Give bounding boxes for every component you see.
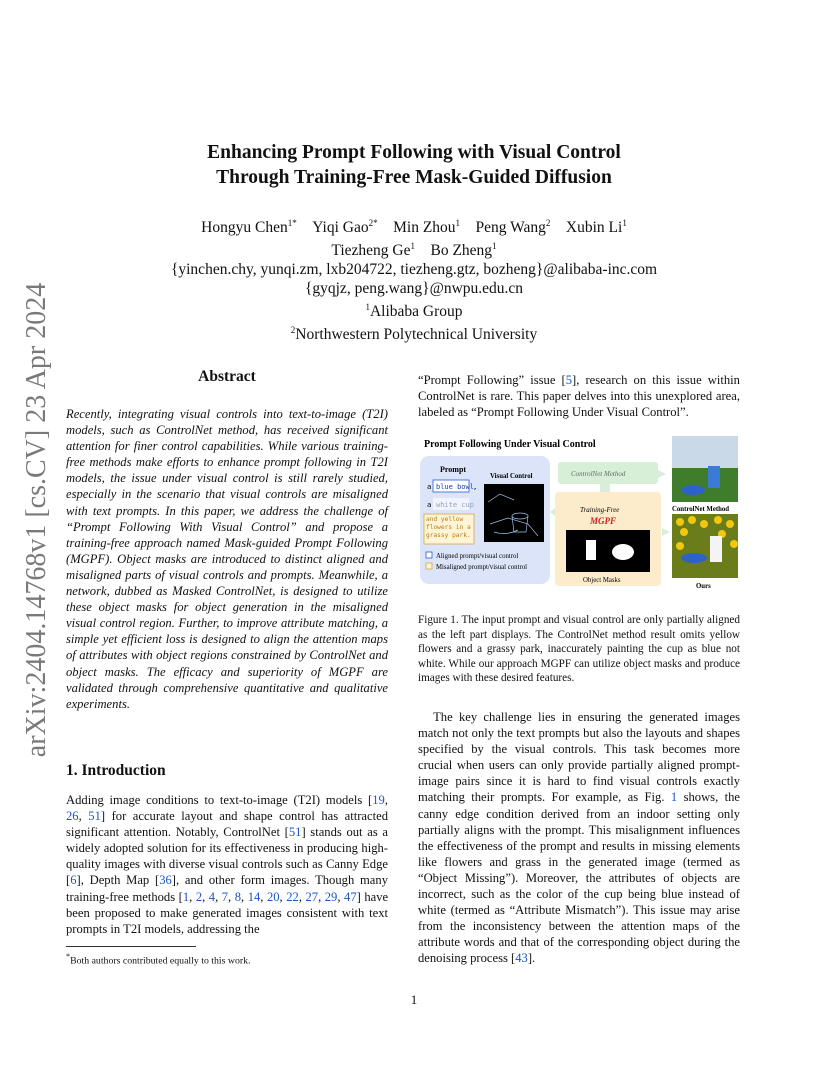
arxiv-stamp-text: arXiv:2404.14768v1 [cs.CV] 23 Apr 2024 (21, 282, 52, 758)
affiliation-1: $^1$Alibaba Group (365, 302, 463, 321)
blue-cup (708, 466, 720, 488)
citation-link[interactable]: 26 (66, 809, 79, 824)
prompt-label: Prompt (440, 465, 467, 474)
citation-link[interactable]: 22 (286, 889, 299, 904)
intro-paragraph: Adding image conditions to text-to-image (T2I) models [19, 26, 51] for accurate layout and shape control has attracted significant attention. Notably, ControlNet [51] stands out as a widely adopted solution for its effectiveness in producing high-quality images with diverse visual controls such as Canny Edge [6], Depth Map [36], and other form images. Though many training-free methods [1, 2, 4, 7, 8, 14, 20, 22, 27, 29, 47] have been proposed to make generated images consistent with text prompts in T2I models, addressing the (66, 793, 389, 936)
citation-link[interactable]: 47 (344, 889, 357, 904)
mgpf-result-label: Ours (696, 583, 711, 590)
author-name: Hongyu Chen$^{1*}$ (201, 218, 297, 237)
bowl-mask (612, 544, 634, 560)
prompt-a-1: a (427, 482, 432, 491)
emails-2: {gyqjz, peng.wang}@nwpu.edu.cn (304, 280, 524, 298)
right-column-top-paragraph: “Prompt Following” issue [5], research on this issue within ControlNet is rare. This paper delves into this unexplored area, labeled as “Prompt Following Under Visual Control”. (418, 373, 740, 420)
emails-1: {yinchen.chy, yunqi.zm, lxb204722, tiezheng.gtz, bozheng}@alibaba-inc.com (170, 261, 658, 279)
figure-title: Prompt Following Under Visual Control (424, 439, 596, 450)
title-line-1: Enhancing Prompt Following with Visual Control (207, 142, 621, 163)
citation-link[interactable]: 27 (305, 889, 319, 904)
prompt-white-cup: white cup (436, 501, 474, 509)
author-name: Bo Zheng$^1$ (430, 241, 497, 260)
prompt-a-2: a (427, 500, 432, 509)
prompt-flowers: and yellow flowers in a grassy park. (426, 516, 471, 539)
author-name: Xubin Li$^1$ (565, 218, 627, 237)
author-line-2 (100, 237, 728, 260)
legend-misaligned-swatch (426, 563, 432, 569)
footnote: *Both authors contributed equally to this work. (66, 952, 251, 967)
author-name: Yiqi Gao$^{2*}$ (312, 218, 378, 237)
cup-mask (586, 540, 596, 560)
object-masks-label: Object Masks (583, 577, 621, 584)
right-column-body: The key challenge lies in ensuring the generated images match not only the text prompts but also the layouts and shapes specified by the visual controls. This task becomes more crucial when users can only provide partially aligned prompt-image pairs since it is hard to find visual controls exactly matching their prompts. For example, as Fig. 1 shows, the canny edge condition derived from an indoor setting only partially aligns with the prompt. This misalignment influences the effectiveness of the prompt and results in missing elements like flowers and grass in the generated image (termed as “Object Missing”). Moreover, the attributes of objects are incorrect, such as the color of the cup being blue instead of white (termed as “Attribute Mismatch”). This issue may arise from the inconsistency between the attention maps of the attribute words and that of the corresponding object during the denoising process [43]. (418, 710, 741, 966)
blue-bowl (681, 485, 705, 495)
legend-misaligned: Misaligned prompt/visual control (436, 564, 527, 571)
citation-link[interactable]: 8 (234, 889, 242, 904)
arxiv-stamp (22, 280, 52, 760)
citation-link[interactable]: 43 (515, 951, 528, 966)
intro-heading: 1. Introduction (66, 762, 166, 779)
abstract-heading: Abstract (198, 368, 256, 385)
controlnet-result-label: ControlNet Method (672, 506, 730, 513)
citation-link[interactable]: 4 (208, 889, 216, 904)
author-name: Peng Wang$^2$ (475, 218, 551, 237)
citation-link[interactable]: 36 (159, 873, 172, 888)
title-line-2: Through Training-Free Mask-Guided Diffusion (216, 167, 612, 188)
prompt-blue-bowl: blue bowl (436, 483, 474, 491)
figure-caption: Figure 1. The input prompt and visual control are only partially aligned as the left part displays. The ControlNet method result omits yellow flowers and a grassy park, inaccurately painting the cup as blue not white. While our approach MGPF can utilize object masks and produce images with these desired features. (418, 614, 740, 685)
visual-control-label: Visual Control (490, 473, 533, 480)
mgpf-blue-bowl (681, 553, 707, 563)
page-number: 1 (410, 992, 418, 1007)
prompt-comma: , (473, 482, 478, 491)
citation-link[interactable]: 19 (372, 793, 385, 807)
footnote-rule (66, 946, 196, 947)
citation-link[interactable]: 20 (266, 889, 280, 904)
author-line-1 (100, 214, 728, 237)
training-free-label: Training-Free (580, 506, 620, 514)
author-name: Tiezheng Ge$^1$ (331, 241, 415, 260)
citation-link[interactable]: 29 (324, 889, 338, 904)
citation-link[interactable]: 5 (565, 373, 573, 387)
legend-aligned-swatch (426, 552, 432, 558)
citation-link[interactable]: 6 (70, 873, 77, 888)
abstract-text: Recently, integrating visual controls into text-to-image (T2I) models, such as ControlNet method, has received significant attention for finer control capabilities. While various training-free methods make efforts to enhance prompt following in T2I models, the issue under visual control is still rarely studied, especially in the scenario that visual controls are misaligned with text prompts. In this paper, we address the challenge of “Prompt Following With Visual Control” and propose a training-free approach named Mask-guided Prompt Following (MGPF). Object masks are introduced to distinct aligned and misaligned parts of visual controls and prompts. Meanwhile, a network, dubbed as Masked ControlNet, is designed to utilize these object masks for object generation in the misaligned visual control region. Further, to improve attribute matching, a simple yet efficient loss is designed to align the attention maps of attributes with object regions constrained by ControlNet and object masks. The efficacy and superiority of MGPF are validated through comprehensive quantitative and qualitative experiments. (66, 407, 388, 711)
citation-link[interactable]: 1 (670, 790, 678, 805)
figure-1 (418, 432, 740, 590)
citation-link[interactable]: 1 (182, 889, 190, 904)
white-cup (710, 536, 722, 562)
citation-link[interactable]: 51 (88, 809, 101, 824)
author-name: Min Zhou$^1$ (393, 218, 461, 237)
citation-link[interactable]: 51 (288, 825, 302, 840)
canny-edge-image (484, 484, 544, 542)
author-block (100, 214, 728, 345)
citation-link[interactable]: 14 (247, 889, 261, 904)
controlnet-method-label: ControlNet Method (571, 470, 626, 478)
object-masks-image (566, 530, 650, 572)
affiliation-2: $^2$Northwestern Polytechnical University (290, 325, 538, 344)
citation-link[interactable]: 2 (195, 889, 203, 904)
mgpf-label: MGPF (590, 516, 617, 526)
legend-aligned: Aligned prompt/visual control (436, 553, 519, 560)
paper-title (100, 140, 728, 190)
citation-link[interactable]: 7 (221, 889, 229, 904)
